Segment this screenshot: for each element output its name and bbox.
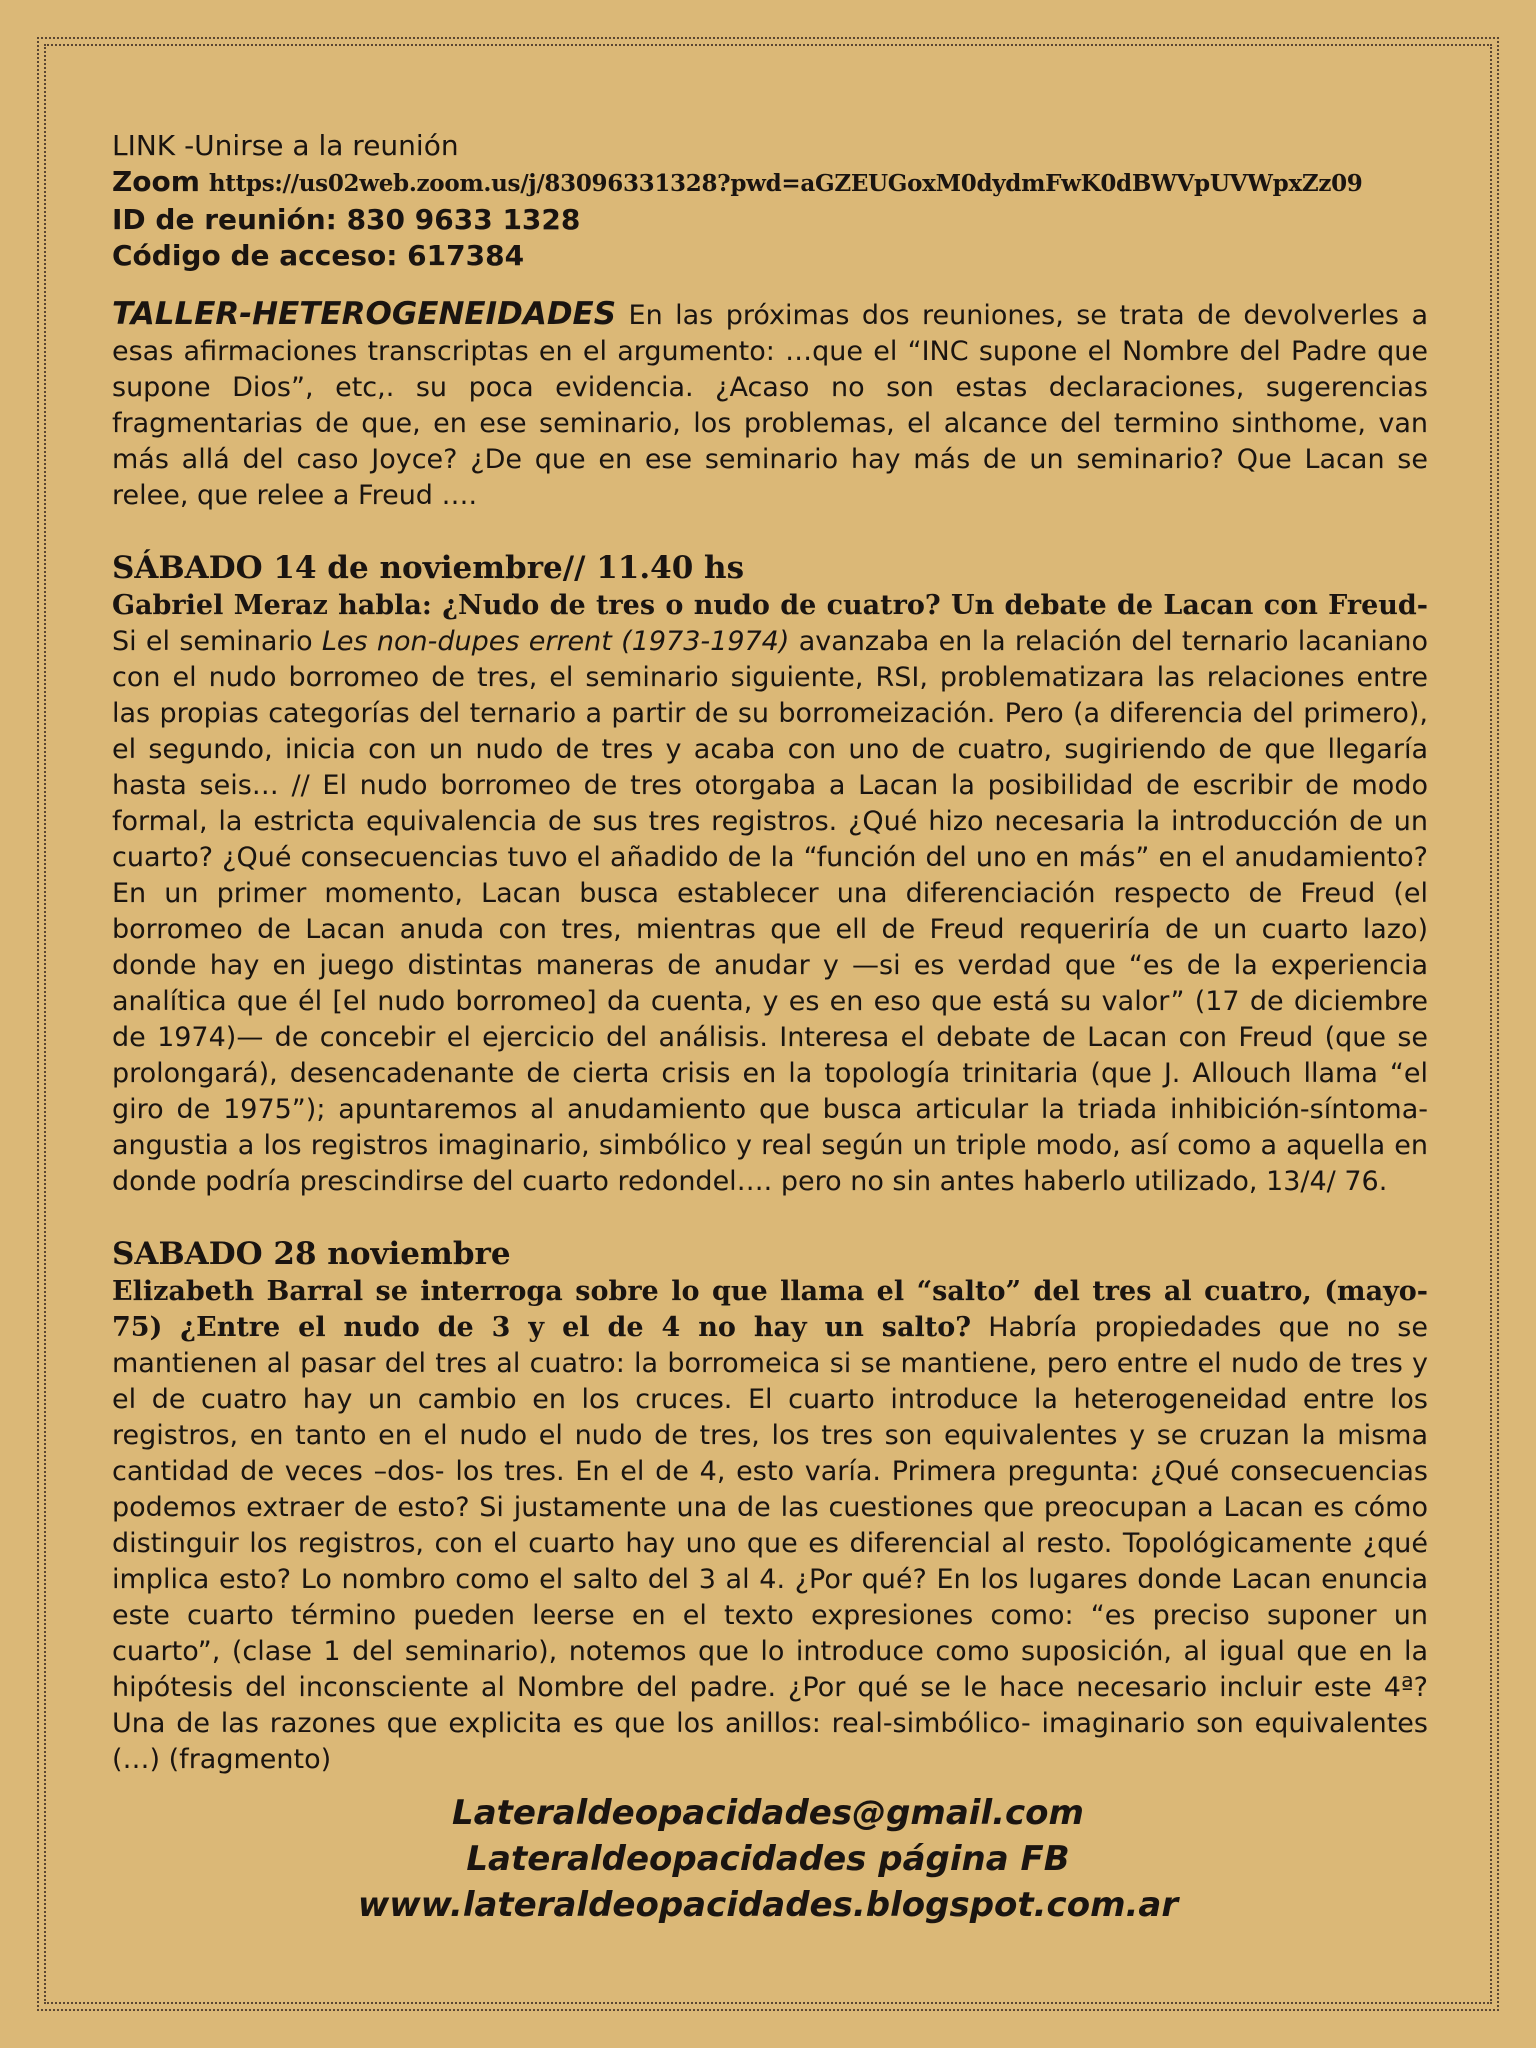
seminar-title: Les non-dupes errent (1973-1974) [321, 626, 790, 657]
intro-paragraph [112, 296, 1428, 514]
session-2-body [112, 1274, 1428, 1778]
session-1-text-b: avanzaba en la relación del ternario lacaniano con el nudo borromeo de tres, el seminario siguiente, RSI, problematizara las relaciones entre las propias categorías del ternario a partir de su borromeización. Pero (a diferencia del primero), el segundo, inicia con un nudo de tres y acaba con uno de cuatro, sugiriendo de que llegaría hasta seis… // El nudo borromeo de tres otorgaba a Lacan la posibilidad de escribir de modo formal, la estricta equivalencia de sus tres registros. ¿Qué hizo necesaria la introducción de un cuarto? ¿Qué consecuencias tuvo el añadido de la “función del uno en más” en el anudamiento? En un primer momento, Lacan busca establecer una diferenciación respecto de Freud (el borromeo de Lacan anuda con tres, mientras que ell de Freud requeriría de un cuarto lazo) donde hay en juego distintas maneras de anudar y —si es verdad que “es de la experiencia analítica que él [el nudo borromeo] da cuenta, y es en eso que está su valor” (17 de diciembre de 1974)— de concebir el ejercicio del análisis. Interesa el debate de Lacan con Freud (que se prolongará), desencadenante de cierta crisis en la topología trinitaria (que J. Allouch llama “el giro de 1975”); apuntaremos al anudamiento que busca articular la triada inhibición-síntoma-angustia a los registros imaginario, simbólico y real según un triple modo, así como a aquella en donde podría prescindirse del cuarto redondel…. pero no sin antes haberlo utilizado, 13/4/ 76. [112, 626, 1429, 1197]
session-2 [112, 1234, 1428, 1778]
session-2-speaker: Elizabeth Barral se interroga sobre lo que llama el “salto” del tres al cuatro, (mayo-75) ¿Entre el nudo de 3 y el de 4 no hay un salto? [112, 1276, 1428, 1343]
meeting-id: ID de reunión: 830 9633 1328 [112, 203, 581, 236]
contact-footer [0, 1790, 1536, 1928]
contact-email[interactable]: Lateraldeopacidades@gmail.com [452, 1793, 1084, 1833]
session-1-heading: SÁBADO 14 de noviembre// 11.40 hs [112, 550, 745, 586]
session-1 [112, 548, 1428, 1200]
session-2-heading: SABADO 28 noviembre [112, 1236, 511, 1272]
contact-blog-url[interactable]: www.lateraldeopacidades.blogspot.com.ar [357, 1885, 1179, 1925]
link-label: LINK -Unirse a la reunión [112, 129, 459, 162]
session-1-body [112, 588, 1428, 1200]
intro-text: En las próximas dos reuniones, se trata de devolverles a esas afirmaciones transcriptas en el argumento: …que el “INC supone el Nombre del Padre que supone Dios”, etc,. su poca evidencia. ¿Acaso no son estas declaraciones, sugerencias fragmentarias de que, en ese seminario, los problemas, el alcance del termino sinthome, van más allá del caso Joyce? ¿De que en ese seminario hay más de un seminario? Que Lacan se relee, que relee a Freud …. [112, 300, 1428, 511]
zoom-line [112, 164, 1428, 202]
session-1-text-a: Si el seminario [112, 626, 322, 657]
taller-title: TALLER-HETEROGENEIDADES [112, 296, 617, 332]
meeting-info [112, 128, 1428, 274]
zoom-url-link[interactable]: https://us02web.zoom.us/j/83096331328?pwd=aGZEUGoxM0dydmFwK0dBWVpUVWpxZz09 [208, 170, 1363, 197]
contact-facebook[interactable]: Lateraldeopacidades página FB [466, 1839, 1070, 1879]
access-code: Código de acceso: 617384 [112, 239, 525, 272]
session-1-speaker: Gabriel Meraz habla: ¿Nudo de tres o nudo de cuatro? Un debate de Lacan con Freud- [112, 590, 1428, 621]
document-body [112, 128, 1428, 1778]
zoom-label: Zoom [112, 165, 200, 198]
session-2-text: Habría propiedades que no se mantienen al pasar del tres al cuatro: la borromeica si se mantiene, pero entre el nudo de tres y el de cuatro hay un cambio en los cruces. El cuarto introduce la heterogeneidad entre los registros, en tanto en el nudo el nudo de tres, los tres son equivalentes y se cruzan la misma cantidad de veces –dos- los tres. En el de 4, esto varía. Primera pregunta: ¿Qué consecuencias podemos extraer de esto? Si justamente una de las cuestiones que preocupan a Lacan es cómo distinguir los registros, con el cuarto hay uno que es diferencial al resto. Topológicamente ¿qué implica esto? Lo nombro como el salto del 3 al 4. ¿Por qué? En los lugares donde Lacan enuncia este cuarto término pueden leerse en el texto expresiones como: “es preciso suponer un cuarto”, (clase 1 del seminario), notemos que lo introduce como suposición, al igual que en la hipótesis del inconsciente al Nombre del padre. ¿Por qué se le hace necesario incluir este 4ª? Una de las razones que explicita es que los anillos: real-simbólico- imaginario son equivalentes (…) (fragmento) [112, 1312, 1428, 1775]
